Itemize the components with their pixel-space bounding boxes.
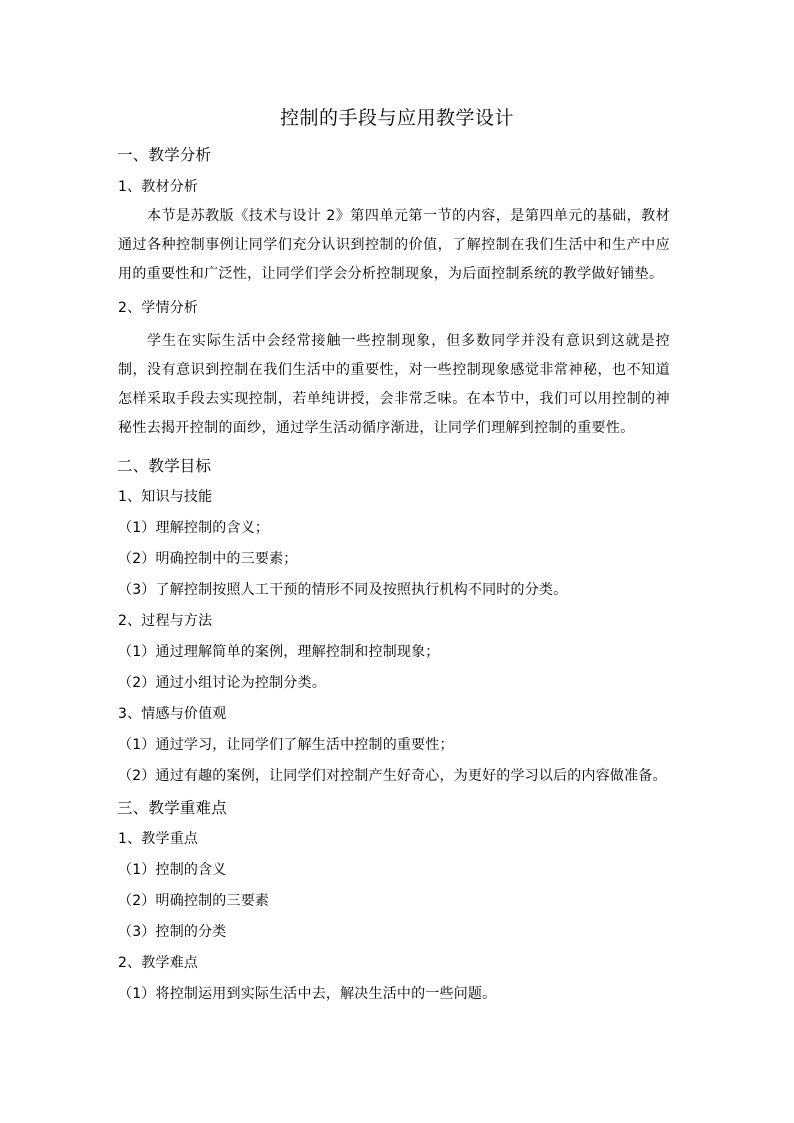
list-item: （1）通过理解简单的案例，理解控制和控制现象；: [118, 644, 440, 660]
section-heading-key-difficulties: 三、教学重难点: [117, 799, 227, 817]
list-item: （2）明确控制中的三要素；: [118, 551, 298, 567]
list-item: （1）控制的含义: [118, 862, 227, 878]
subheading-student-analysis: 2、学情分析: [118, 300, 199, 316]
subheading-emotion-values: 3、情感与价值观: [118, 706, 227, 722]
list-item: （3）控制的分类: [118, 924, 227, 940]
list-item: （2）通过小组讨论为控制分类。: [118, 675, 326, 691]
subheading-key-points: 1、教学重点: [118, 831, 199, 847]
paragraph-textbook-analysis: 本节是苏教版《技术与设计 2》第四单元第一节的内容，是第四单元的基础，教材通过各种控制事例让同学们充分认识到控制的价值，了解控制在我们生活中和生产中应用的重要性和广泛性，让同学们学会分析控制现象，为后面控制系统的教学做好铺垫。: [118, 208, 670, 282]
subheading-difficulties: 2、教学难点: [118, 955, 199, 971]
list-item: （1）通过学习，让同学们了解生活中控制的重要性；: [118, 737, 454, 753]
section-heading-objectives: 二、教学目标: [117, 457, 212, 475]
list-item: （2）明确控制的三要素: [118, 893, 270, 909]
subheading-process-method: 2、过程与方法: [118, 613, 213, 629]
section-heading-analysis: 一、教学分析: [117, 146, 212, 164]
paragraph-student-analysis: 学生在实际生活中会经常接触一些控制现象，但多数同学并没有意识到这就是控制，没有意识到控制在我们生活中的重要性，对一些控制现象感觉非常神秘，也不知道怎样采取手段去实现控制，若单纯讲授，会非常乏味。在本节中，我们可以用控制的神秘性去揭开控制的面纱，通过学生活动循序渐进，让同学们理解到控制的重要性。: [118, 333, 670, 436]
list-item: （1）理解控制的含义；: [118, 520, 270, 536]
list-item: （1）将控制运用到实际生活中去，解决生活中的一些问题。: [118, 986, 497, 1002]
list-item: （3）了解控制按照人工干预的情形不同及按照执行机构不同时的分类。: [118, 582, 568, 598]
list-item: （2）通过有趣的案例，让同学们对控制产生好奇心，为更好的学习以后的内容做准备。: [118, 768, 667, 784]
document-title: 控制的手段与应用教学设计: [279, 107, 514, 129]
subheading-knowledge-skills: 1、知识与技能: [118, 489, 213, 505]
subheading-textbook-analysis: 1、教材分析: [118, 179, 199, 195]
